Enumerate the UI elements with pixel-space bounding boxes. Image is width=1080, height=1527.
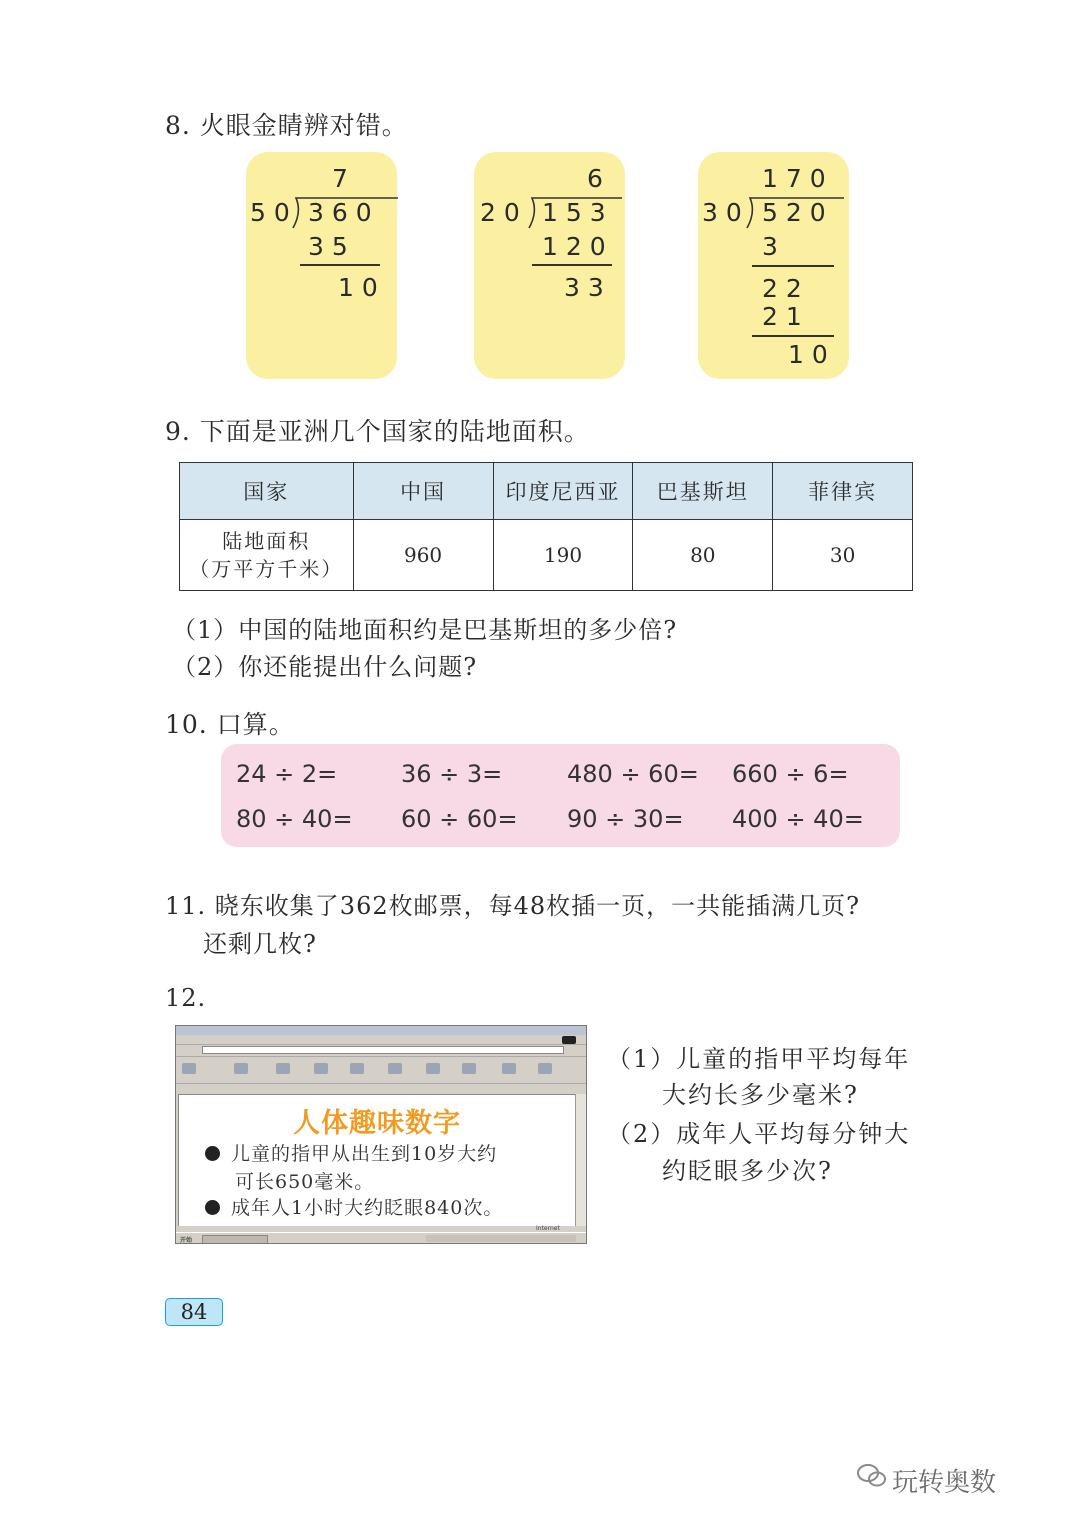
q10-title: 10. 口算。	[165, 710, 295, 739]
header-cell: 中国	[353, 463, 493, 520]
q12-sub-question-2-line-1: （2）成年人平均每分钟大	[607, 1120, 911, 1148]
status-zone: Internet	[536, 1225, 560, 1232]
subtraction-line-2	[752, 335, 834, 337]
history-icon[interactable]	[462, 1063, 476, 1074]
row-header-line-2: （万平方千米）	[189, 557, 344, 581]
page-number: 84	[165, 1298, 223, 1326]
subtraction-line-1	[752, 265, 834, 267]
refresh-icon[interactable]	[314, 1063, 328, 1074]
equation: 400 ÷ 40=	[732, 805, 864, 833]
q12-title: 12.	[165, 984, 207, 1012]
screen-fact-1-line-2: 可长650毫米。	[235, 1171, 375, 1193]
q11-line-1: 11. 晓东收集了362枚邮票，每48枚插一页，一共能插满几页?	[165, 892, 861, 920]
partial-product: 35	[308, 232, 356, 261]
remainder: 10	[338, 273, 386, 302]
address-bar	[176, 1045, 586, 1054]
favorites-icon[interactable]	[426, 1063, 440, 1074]
header-cell: 巴基斯坦	[633, 463, 773, 520]
dividend: 153	[542, 198, 614, 227]
division-card-1	[246, 152, 397, 379]
search-icon[interactable]	[388, 1063, 402, 1074]
q8-title: 8. 火眼金睛辨对错。	[165, 111, 408, 140]
mental-math-box	[221, 744, 900, 847]
table-cell: 190	[493, 520, 633, 591]
subtraction-line	[532, 264, 612, 266]
system-tray	[426, 1235, 576, 1242]
q12-sub-question-1-line-1: （1）儿童的指甲平均每年	[607, 1045, 911, 1073]
watermark-text: 玩转奥数	[892, 1468, 997, 1498]
table-row	[180, 520, 913, 591]
divisor: 50	[250, 198, 298, 227]
equation: 36 ÷ 3=	[401, 760, 503, 788]
browser-screenshot	[175, 1025, 587, 1244]
remainder: 33	[564, 273, 612, 302]
links-bar	[176, 1083, 586, 1093]
partial-product: 120	[542, 232, 614, 261]
equation: 90 ÷ 30=	[567, 805, 684, 833]
division-card-3	[698, 152, 849, 379]
remainder: 10	[788, 340, 836, 369]
taskbar	[176, 1232, 586, 1244]
header-cell: 菲律宾	[773, 463, 913, 520]
difference: 22	[762, 274, 810, 303]
print-icon[interactable]	[538, 1063, 552, 1074]
screen-heading: 人体趣味数字	[293, 1108, 461, 1139]
equation: 660 ÷ 6=	[732, 760, 849, 788]
partial-product-1: 3	[762, 232, 786, 261]
division-card-2	[474, 152, 625, 379]
divisor: 30	[702, 198, 750, 227]
toolbar	[176, 1056, 586, 1084]
table-cell: 960	[353, 520, 493, 591]
scrollbar[interactable]	[575, 1094, 586, 1226]
q9-sub-question-1: （1）中国的陆地面积约是巴基斯坦的多少倍?	[172, 616, 678, 644]
table-cell: 30	[773, 520, 913, 591]
start-button[interactable]: 开始	[180, 1237, 193, 1244]
browser-title-bar	[176, 1026, 586, 1035]
header-cell: 国家	[180, 463, 354, 520]
quotient: 170	[762, 164, 834, 193]
table-header-row	[180, 463, 913, 520]
equation: 480 ÷ 60=	[567, 760, 699, 788]
equation: 80 ÷ 40=	[236, 805, 353, 833]
home-icon[interactable]	[350, 1063, 364, 1074]
quotient: 7	[332, 164, 356, 193]
mail-icon[interactable]	[502, 1063, 516, 1074]
taskbar-window-button[interactable]	[202, 1235, 268, 1244]
screen-fact-1-line-1: 儿童的指甲从出生到10岁大约	[231, 1143, 498, 1165]
dividend: 360	[308, 198, 380, 227]
wechat-icon	[856, 1462, 888, 1490]
back-icon[interactable]	[182, 1063, 196, 1074]
forward-icon[interactable]	[234, 1063, 248, 1074]
q12-sub-question-2-line-2: 约眨眼多少次?	[662, 1157, 833, 1185]
table-cell: 80	[633, 520, 773, 591]
bullet-icon	[205, 1200, 220, 1215]
bullet-icon	[205, 1146, 220, 1161]
q11-line-2: 还剩几枚?	[203, 930, 317, 958]
web-page-content	[178, 1094, 576, 1228]
quotient: 6	[587, 164, 611, 193]
header-cell: 印度尼西亚	[493, 463, 633, 520]
dividend: 520	[762, 198, 834, 227]
stop-icon[interactable]	[276, 1063, 290, 1074]
row-header-line-1: 陆地面积	[222, 529, 311, 553]
q9-sub-question-2: （2）你还能提出什么问题?	[172, 653, 478, 681]
row-header	[180, 520, 354, 591]
equation: 24 ÷ 2=	[236, 760, 338, 788]
equation: 60 ÷ 60=	[401, 805, 518, 833]
q12-sub-question-1-line-2: 大约长多少毫米?	[662, 1081, 859, 1109]
partial-product-2: 21	[762, 302, 810, 331]
menu-bar	[176, 1036, 586, 1045]
q9-title: 9. 下面是亚洲几个国家的陆地面积。	[165, 417, 590, 446]
subtraction-line	[300, 264, 380, 266]
land-area-table	[179, 462, 913, 591]
screen-fact-2: 成年人1小时大约眨眼840次。	[231, 1197, 504, 1219]
divisor: 20	[480, 198, 528, 227]
